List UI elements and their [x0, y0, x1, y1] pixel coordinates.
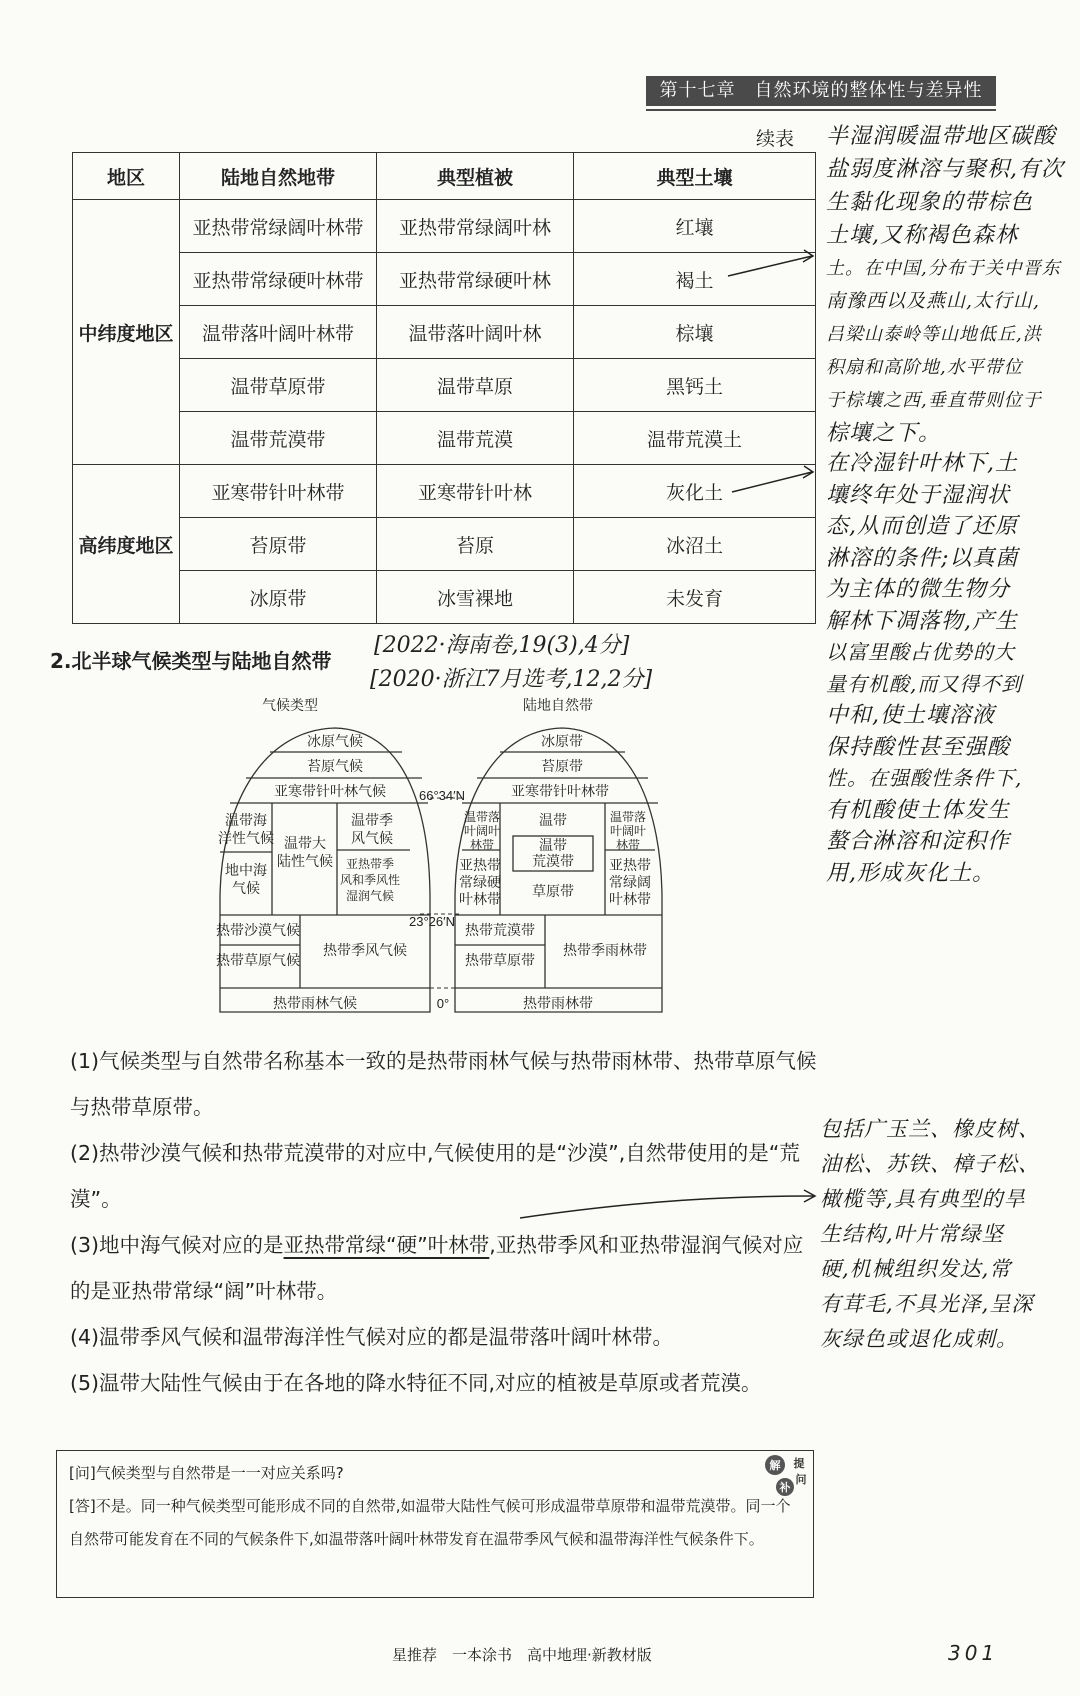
page-number: 301: [948, 1641, 999, 1665]
zone-label: 风气候: [351, 830, 393, 846]
note-line: 吕梁山泰岭等山地低丘,洪: [826, 324, 1042, 345]
table-cell: 温带荒漠带: [180, 412, 377, 465]
table-cell: 灰化土: [574, 465, 816, 518]
latitude-label: 23°26′N: [409, 914, 455, 929]
zone-label: 亚寒带针叶林气候: [274, 783, 386, 799]
zone-label: 热带雨林带: [523, 995, 593, 1011]
chapter-header: 第十七章 自然环境的整体性与差异性: [646, 76, 996, 106]
region-cell: 中纬度地区: [73, 200, 180, 465]
zone-label: 地中海: [225, 862, 267, 878]
note-line: 有机酸使土体发生: [826, 797, 1011, 823]
header-cell: 典型土壤: [574, 153, 816, 200]
table-cell: 红壤: [574, 200, 816, 253]
zone-label: 叶阔叶: [463, 824, 501, 838]
table-cell: 亚寒带针叶林带: [180, 465, 377, 518]
point-3: [70, 1222, 820, 1314]
qa-badge-icon: [761, 1451, 813, 1499]
note-line: 螯合淋溶和淀积作: [826, 829, 1011, 854]
table-cell: 亚热带常绿阔叶林带: [180, 200, 377, 253]
table-cell: 褐土: [574, 253, 816, 306]
zone-label: 叶阔叶: [609, 824, 647, 838]
diagram-left-title: 气候类型: [262, 697, 318, 713]
exam-source: [2020·浙江7月选考,12,2分]: [370, 667, 653, 692]
zone-label: 热带季风气候: [323, 942, 407, 958]
zone-label: 热带草原带: [465, 952, 535, 968]
zone-label: 温带: [539, 812, 567, 828]
note-line: 硬,机械组织发达,常: [820, 1257, 1012, 1281]
note-line: 土。在中国,分布于关中晋东: [826, 258, 1061, 279]
zone-label: 风和季风性: [339, 873, 401, 887]
zone-label: 林带: [615, 838, 641, 852]
note-line: 于棕壤之西,垂直带则位于: [826, 390, 1042, 411]
handwritten-note-sclerophyll: [820, 1112, 1040, 1357]
header-cell: 陆地自然地带: [180, 153, 377, 200]
table-cell: 棕壤: [574, 306, 816, 359]
note-line: 保持酸性甚至强酸: [826, 734, 1011, 760]
point-3-end: ,亚热带季风和亚热带湿润气候对应的是亚热带常绿“阔”叶林带。: [70, 1233, 804, 1303]
header-cell: 地区: [73, 153, 180, 200]
note-line: 量有机酸,而又得不到: [826, 671, 1023, 696]
note-line: 用,形成灰化土。: [826, 860, 995, 886]
point-3-start: (3)地中海气候对应的是: [70, 1233, 284, 1257]
note-line: 性。在强酸性条件下,: [826, 766, 1023, 790]
zone-label: 亚热带: [459, 857, 501, 873]
note-line: 南豫西以及燕山,太行山,: [826, 290, 1041, 312]
zone-label: 草原带: [532, 883, 574, 899]
diagram-right-title: 陆地自然带: [523, 697, 593, 713]
zone-label: 温带落: [463, 810, 501, 824]
explanation-points: [70, 1038, 820, 1406]
continued-label: 续表: [756, 128, 795, 150]
handwritten-note-brown-soil: [826, 120, 1064, 450]
zone-label: 气候: [232, 880, 260, 896]
zone-label: 常绿阔: [609, 874, 651, 890]
handwritten-note-podzol: [826, 448, 1022, 889]
point-2: (2)热带沙漠气候和热带荒漠带的对应中,气候使用的是“沙漠”,自然带使用的是“荒漠”。: [70, 1141, 800, 1211]
zone-label: 苔原气候: [307, 758, 363, 774]
note-line: 盐弱度淋溶与聚积,有次: [826, 157, 1064, 182]
zone-label: 温带季: [351, 812, 393, 828]
table-cell: 亚寒带针叶林: [377, 465, 574, 518]
zone-label: 温带大: [284, 835, 326, 851]
zone-label: 热带雨林气候: [273, 995, 357, 1011]
note-line: 油松、苏铁、樟子松、: [820, 1152, 1040, 1176]
note-line: 积扇和高阶地,水平带位: [826, 357, 1023, 378]
region-cell: 高纬度地区: [73, 465, 180, 624]
qa-box: [56, 1450, 814, 1598]
zone-label: 热带季雨林带: [563, 942, 647, 958]
table-cell: 冰雪裸地: [377, 571, 574, 624]
zone-label: 洋性气候: [218, 830, 274, 846]
header-cell: 典型植被: [377, 153, 574, 200]
section-title: 2.北半球气候类型与陆地自然带: [50, 649, 332, 673]
table-cell: 冰原带: [180, 571, 377, 624]
badge-char: 补: [779, 1482, 791, 1494]
table-cell: 亚热带常绿硬叶林带: [180, 253, 377, 306]
zone-label: 常绿硬: [459, 874, 501, 890]
note-line: 态,从而创造了还原: [826, 514, 1018, 539]
table-cell: 苔原带: [180, 518, 377, 571]
zone-label: 热带荒漠带: [465, 922, 535, 938]
zone-label: 热带沙漠气候: [216, 922, 300, 938]
zone-label: 亚热带: [609, 857, 651, 873]
table-cell: 未发育: [574, 571, 816, 624]
note-line: 包括广玉兰、橡皮树、: [820, 1117, 1040, 1141]
zone-label: 苔原带: [541, 758, 583, 774]
badge-char: 问: [795, 1474, 807, 1486]
note-line: 壤终年处于湿润状: [826, 482, 1011, 508]
table-cell: 亚热带常绿硬叶林: [377, 253, 574, 306]
table-cell: 温带落叶阔叶林带: [180, 306, 377, 359]
zone-label: 温带落: [609, 810, 647, 824]
zone-label: 冰原气候: [307, 733, 363, 749]
note-line: 土壤,又称褐色森林: [826, 223, 1018, 248]
note-line: 棕壤之下。: [826, 421, 942, 446]
zone-label: 叶林带: [459, 891, 501, 907]
table-cell: 温带草原带: [180, 359, 377, 412]
table-cell: 苔原: [377, 518, 574, 571]
point-4: (4)温带季风气候和温带海洋性气候对应的都是温带落叶阔叶林带。: [70, 1325, 674, 1349]
point-1: (1)气候类型与自然带名称基本一致的是热带雨林气候与热带雨林带、热带草原气候与热带草原带。: [70, 1049, 817, 1119]
table-cell: 温带荒漠土: [574, 412, 816, 465]
table-cell: 冰沼土: [574, 518, 816, 571]
note-line: 淋溶的条件;以真菌: [826, 545, 1019, 571]
note-line: 以富里酸占优势的大: [826, 640, 1015, 664]
badge-char: 解: [769, 1460, 781, 1472]
note-line: 为主体的微生物分: [826, 577, 1011, 602]
note-line: 橄榄等,具有典型的旱: [820, 1187, 1026, 1211]
zone-label: 陆性气候: [277, 853, 333, 869]
note-line: 生结构,叶片常绿坚: [820, 1222, 1004, 1246]
badge-char: 提: [793, 1458, 805, 1470]
zone-label: 冰原带: [541, 733, 583, 749]
zone-label: 温带海: [225, 812, 267, 828]
zone-label: 热带草原气候: [216, 952, 300, 968]
note-line: 中和,使土壤溶液: [826, 703, 995, 728]
climate-zone-diagram: [200, 690, 690, 1020]
qa-question: [问]气候类型与自然带是一一对应关系吗?: [69, 1464, 344, 1482]
point-3-underlined: 亚热带常绿“硬”叶林带: [283, 1233, 490, 1257]
zone-label: 荒漠带: [532, 853, 574, 869]
zone-label: 亚热带季: [345, 857, 395, 871]
zone-label: 叶林带: [609, 891, 651, 907]
arrow-line: [728, 256, 812, 276]
zone-label: 湿润气候: [345, 889, 395, 903]
note-line: 半湿润暖温带地区碳酸: [826, 124, 1057, 149]
footer-title: 星推荐 一本涂书 高中地理·新教材版: [392, 1646, 652, 1664]
table-cell: 温带草原: [377, 359, 574, 412]
note-line: 灰绿色或退化成刺。: [820, 1327, 1018, 1351]
table-cell: 亚热带常绿阔叶林: [377, 200, 574, 253]
table-cell: 温带荒漠: [377, 412, 574, 465]
point-5: (5)温带大陆性气候由于在各地的降水特征不同,对应的植被是草原或者荒漠。: [70, 1371, 762, 1395]
note-line: 解林下凋落物,产生: [826, 608, 1018, 634]
qa-answer: [答]不是。同一种气候类型可能形成不同的自然带,如温带大陆性气候可形成温带草原带和温带荒漠带。同一个自然带可能发育在不同的气候条件下,如温带落叶阔叶林带发育在温带季风气候和温带海洋性气候条件下。: [69, 1497, 791, 1548]
zone-label: 亚寒带针叶林带: [511, 783, 609, 799]
arrow-line: [732, 472, 812, 492]
exam-source: [2022·海南卷,19(3),4分]: [374, 633, 630, 658]
note-line: 在冷湿针叶林下,土: [826, 451, 1018, 476]
zone-label: 温带: [539, 837, 567, 853]
zone-label: 林带: [469, 838, 495, 852]
latitude-label: 0°: [436, 996, 450, 1011]
table-cell: 黑钙土: [574, 359, 816, 412]
note-line: 有茸毛,不具光泽,呈深: [820, 1292, 1034, 1316]
table-cell: 温带落叶阔叶林: [377, 306, 574, 359]
note-line: 生黏化现象的带棕色: [826, 190, 1034, 215]
latitude-label: 66°34′N: [419, 788, 465, 803]
